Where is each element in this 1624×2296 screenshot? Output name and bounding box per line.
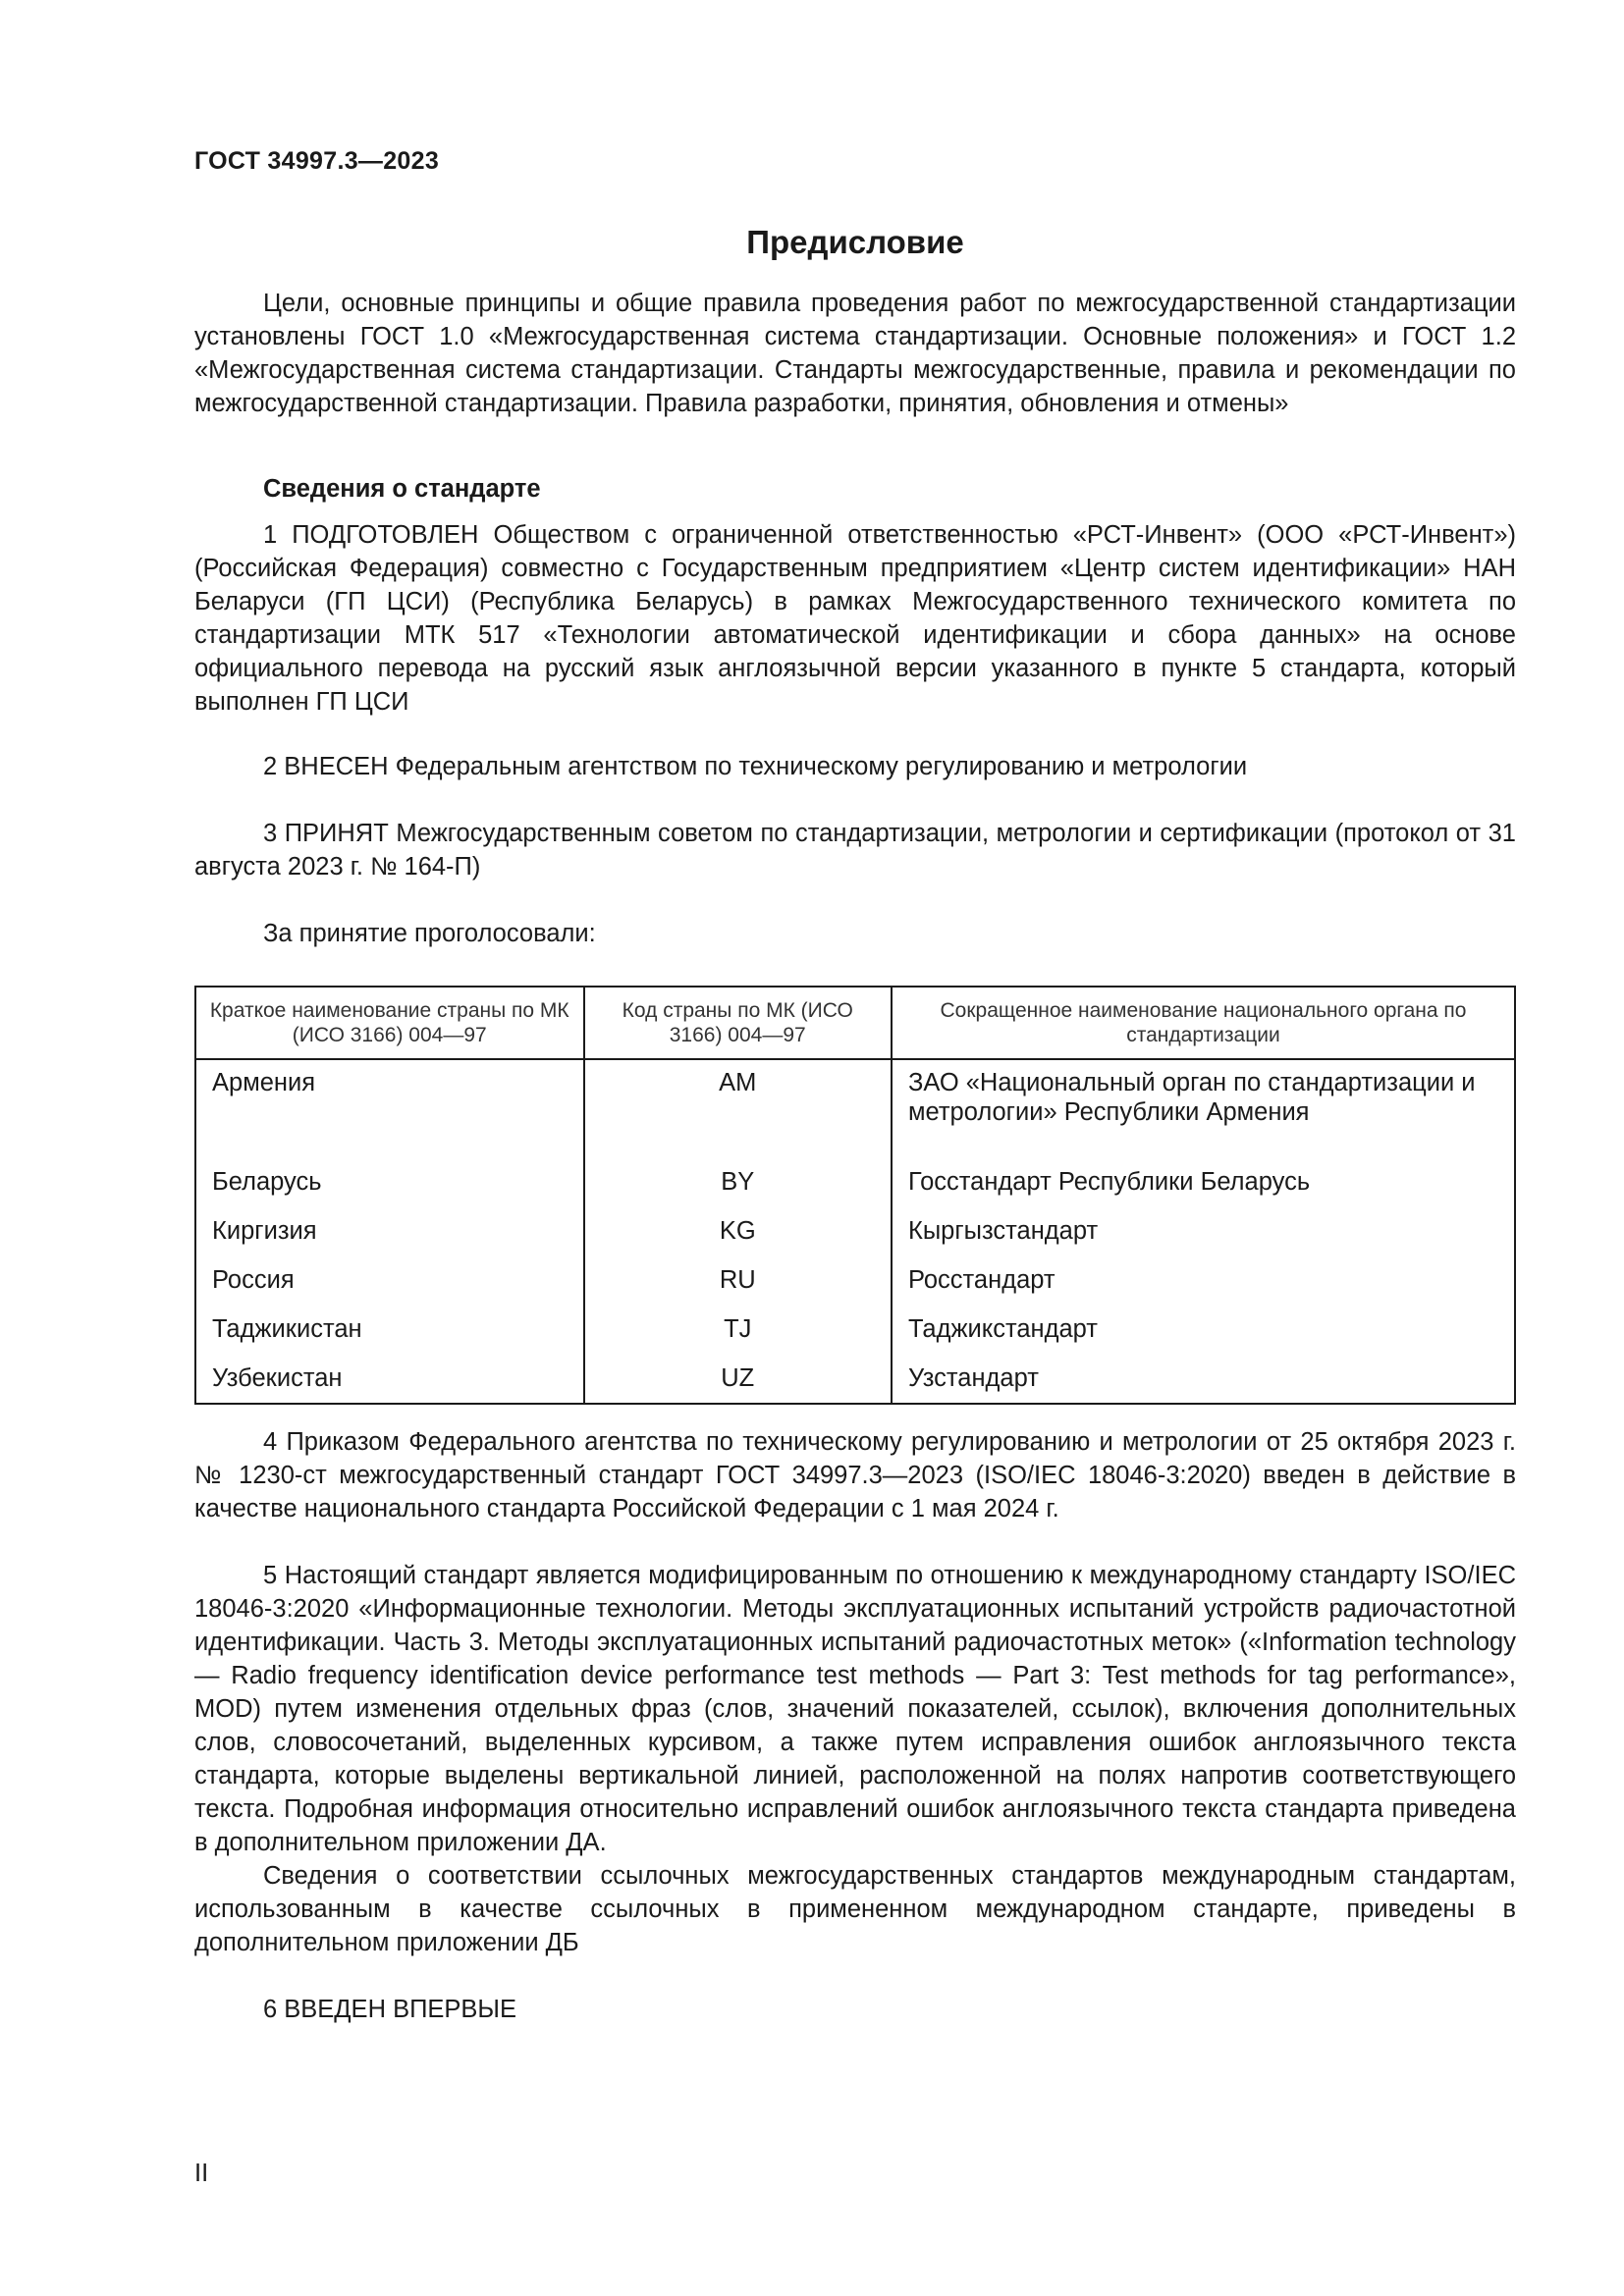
country-code: TJ [584,1306,892,1355]
country-code: BY [584,1158,892,1207]
paragraph-4-order: 4 Приказом Федерального агентства по техническому регулированию и метрологии от 25 октября 2023 г. № 1230-ст межгосударственный стандарт ГОСТ 34997.3—2023 (ISO/IEC 18046-3:2020) введен в действие в качестве национального стандарта Российской Федерации с 1 мая 2024 г. [194,1428,1516,1522]
intro-paragraph: Цели, основные принципы и общие правила проведения работ по межгосударственной стандартизации установлены ГОСТ 1.0 «Межгосударственная система стандартизации. Основные положения» и ГОСТ 1.2 «Межгосударственная система стандартизации. Стандарты межгосударственные, правила и рекомендации по межгосударственной стандартизации. Правила разработки, принятия, обновления и отмены» [194,290,1516,417]
page-title: Предисловие [746,224,964,260]
table-row [195,1256,1515,1306]
national-body: Госстандарт Республики Беларусь [892,1158,1515,1207]
country-code: RU [584,1256,892,1306]
page-number: II [194,2160,209,2187]
document-code: ГОСТ 34997.3—2023 [194,147,440,175]
paragraph-5-references: Сведения о соответствии ссылочных межгосударственных стандартов международным стандартам, использованным в качестве ссылочных в примененном международном стандарте, приведены в дополнительном приложении ДБ [194,1862,1516,1956]
national-body: Росстандарт [892,1256,1515,1306]
country-name: Узбекистан [195,1355,584,1404]
paragraph-3-adopted: 3 ПРИНЯТ Межгосударственным советом по стандартизации, метрологии и сертификации (протокол от 31 августа 2023 г. № 164-П) [194,820,1516,881]
header-national-body: Сокращенное наименование национального органа по стандартизации [892,987,1515,1059]
table-row [195,1355,1515,1404]
national-body: Узстандарт [892,1355,1515,1404]
country-name: Армения [195,1059,584,1158]
header-country-code: Код страны по МК (ИСО 3166) 004—97 [584,987,892,1059]
table-header-row [195,987,1515,1059]
country-name: Россия [195,1256,584,1306]
country-code: KG [584,1207,892,1256]
voting-table [194,986,1516,1405]
table-row [195,1059,1515,1158]
header-country-name: Краткое наименование страны по МК (ИСО 3166) 004—97 [195,987,584,1059]
table-row [195,1158,1515,1207]
paragraph-1-prepared: 1 ПОДГОТОВЛЕН Обществом с ограниченной ответственностью «РСТ-Инвент» (ООО «РСТ-Инвент») (Российская Федерация) совместно с Государственным предприятием «Центр систем идентификации» НАН Беларуси (ГП ЦСИ) (Республика Беларусь) в рамках Межгосударственного технического комитета по стандартизации МТК 517 «Технологии автоматической идентификации и сбора данных» на основе официального перевода на русский язык англоязычной версии указанного в пункте 5 стандарта, который выполнен ГП ЦСИ [194,521,1516,716]
paragraph-2-submitted: 2 ВНЕСЕН Федеральным агентством по техническому регулированию и метрологии [263,753,1248,780]
paragraph-5-modification: 5 Настоящий стандарт является модифицированным по отношению к международному стандарту ISO/IEC 18046-3:2020 «Информационные технологии. Методы эксплуатационных испытаний устройств радиочастотной идентификации. Часть 3. Методы эксплуатационных испытаний радиочастотных меток» («Information technology — Radio frequency identification device performance test methods — Part 3: Test methods for tag performance», MOD) путем изменения отдельных фраз (слов, значений показателей, ссылок), включения дополнительных слов, словосочетаний, выделенных курсивом, а также путем исправления ошибок англоязычного текста стандарта, которые выделены вертикальной линией, расположенной на полях напротив соответствующего текста. Подробная информация относительно исправлений ошибок англоязычного текста стандарта приведена в дополнительном приложении ДА. [194,1562,1516,1856]
country-name: Киргизия [195,1207,584,1256]
country-code: AM [584,1059,892,1158]
national-body: Кыргызстандарт [892,1207,1515,1256]
country-name: Беларусь [195,1158,584,1207]
national-body: Таджикстандарт [892,1306,1515,1355]
country-code: UZ [584,1355,892,1404]
paragraph-6-introduced: 6 ВВЕДЕН ВПЕРВЫЕ [263,1996,517,2023]
national-body: ЗАО «Национальный орган по стандартизации и метрологии» Республики Армения [892,1059,1515,1158]
country-name: Таджикистан [195,1306,584,1355]
table-row [195,1306,1515,1355]
table-row [195,1207,1515,1256]
vote-intro: За принятие проголосовали: [263,920,596,947]
section-heading: Сведения о стандарте [263,475,541,503]
